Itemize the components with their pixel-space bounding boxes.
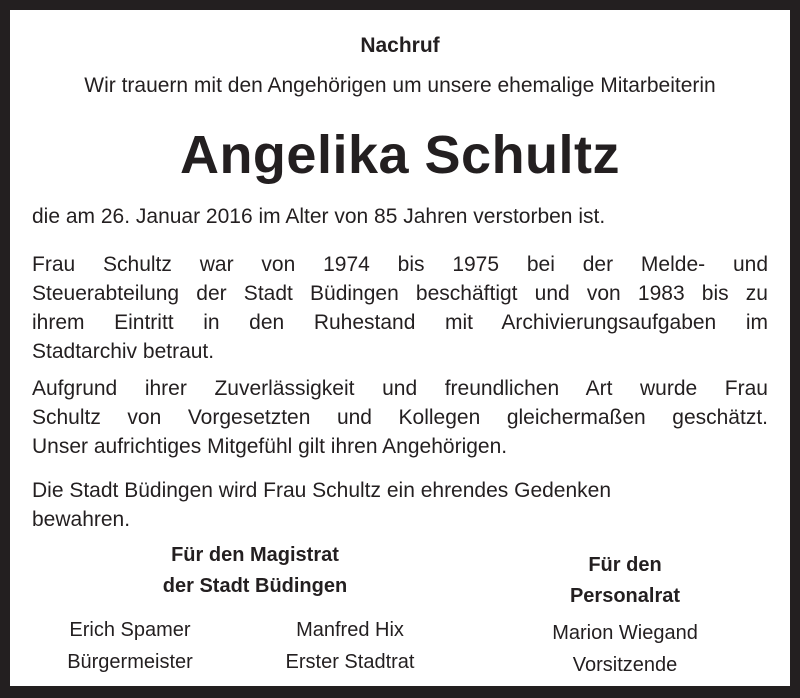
signer-block (40, 614, 220, 678)
paragraph-line: ihrem Eintritt in den Ruhestand mit Archivierungsaufgaben im (32, 311, 768, 334)
death-info: die am 26. Januar 2016 im Alter von 85 Jahren verstorben ist. (32, 205, 606, 228)
paragraph-line: Steuerabteilung der Stadt Büdingen beschäftigt und von 1983 bis zu (32, 282, 768, 305)
obituary-notice (10, 10, 790, 686)
heading-line: Für den Magistrat (171, 544, 339, 566)
heading-line: Personalrat (569, 585, 681, 607)
paragraph-line: Aufgrund ihrer Zuverlässigkeit und freundlichen Art wurde Frau (32, 377, 768, 400)
signer-name: Marion Wiegand (552, 622, 698, 644)
signer-title: Erster Stadtrat (285, 651, 415, 673)
magistrat-heading (80, 540, 430, 602)
deceased-name: Angelika Schultz (179, 125, 621, 185)
paragraph-line: Die Stadt Büdingen wird Frau Schultz ein ehrendes Gedenken (32, 479, 612, 502)
paragraph-line: Schultz von Vorgesetzten und Kollegen gleichermaßen geschätzt. (32, 406, 768, 429)
signer-title: Vorsitzende (572, 654, 678, 676)
signer-name: Manfred Hix (296, 619, 404, 641)
paragraph-line: Unser aufrichtiges Mitgefühl gilt ihren Angehörigen. (32, 435, 508, 458)
heading-line: der Stadt Büdingen (162, 575, 348, 597)
paragraph-line: bewahren. (32, 508, 131, 531)
signer-block (255, 614, 445, 678)
personalrat-heading (500, 550, 750, 612)
paragraph-line: Frau Schultz war von 1974 bis 1975 bei der Melde- und (32, 253, 768, 276)
heading-line: Für den (588, 554, 662, 576)
notice-intro: Wir trauern mit den Angehörigen um unsere ehemalige Mitarbeiterin (84, 74, 716, 97)
notice-heading: Nachruf (360, 34, 440, 57)
paragraph-remembrance (32, 476, 768, 534)
paragraph-line: Stadtarchiv betraut. (32, 340, 215, 363)
signer-block (500, 617, 750, 681)
signer-name: Erich Spamer (69, 619, 191, 641)
paragraph-appreciation (32, 374, 768, 461)
signer-title: Bürgermeister (67, 651, 193, 673)
paragraph-employment (32, 250, 768, 366)
